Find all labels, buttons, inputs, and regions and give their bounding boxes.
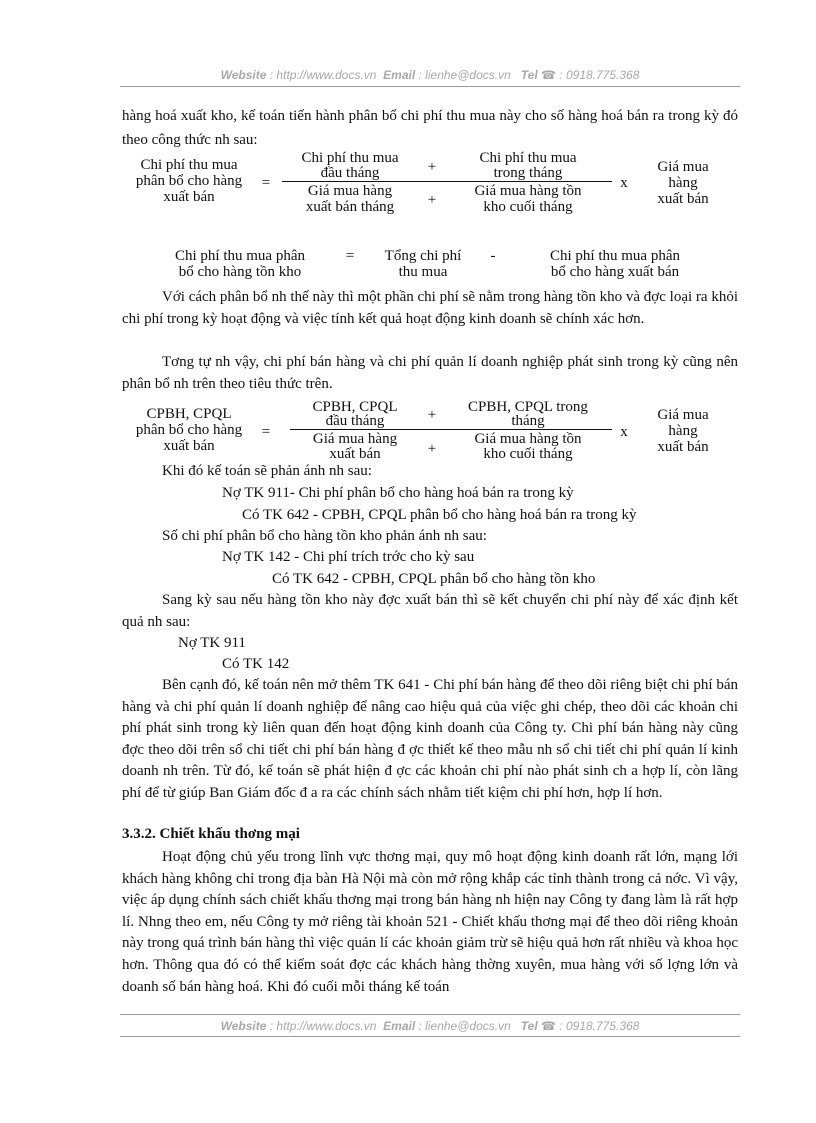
f3-lhs-line2: phân bổ cho hàng	[135, 422, 243, 438]
paragraph-2: Tơng tự nh vậy, chi phí bán hàng và chi phí quản lí doanh nghiệp phát sinh trong kỳ cũng nên phân bổ nh trên theo tiêu thức trên.	[122, 354, 738, 392]
email-value[interactable]: : lienhe@docs.vn	[418, 68, 511, 82]
f1-plus-bottom: +	[427, 192, 437, 208]
f1-den-a1: Giá mua hàng	[307, 183, 393, 199]
f1-lhs-line1: Chi phí thu mua	[140, 157, 238, 173]
email-label: Email	[383, 68, 416, 82]
entry-debit-911: Nợ TK 911- Chi phí phân bổ cho hàng hoá bán ra trong kỳ	[222, 485, 574, 501]
f3-plus-bottom: +	[427, 441, 437, 457]
f1-plus-top: +	[427, 159, 437, 175]
page-header	[120, 68, 740, 82]
f1-num-a1: Chi phí thu mua	[301, 150, 399, 166]
f1-rhs-line3: xuất bán	[657, 191, 709, 207]
tel-value: ☎ : 0918.775.368	[541, 68, 640, 82]
f3-plus-top: +	[427, 407, 437, 423]
footer-email-value[interactable]: : lienhe@docs.vn	[418, 1019, 511, 1033]
footer-tel-value: ☎ : 0918.775.368	[541, 1019, 640, 1033]
f3-lhs-line3: xuất bán	[163, 438, 215, 454]
f1-num-a2: đầu tháng	[320, 165, 380, 181]
f1-den-b2: kho cuối tháng	[483, 199, 573, 215]
footer-tel-label: Tel	[520, 1019, 538, 1033]
entry-credit-642: Có TK 642 - CPBH, CPQL phân bổ cho hàng hoá bán ra trong kỳ	[242, 507, 637, 523]
f2-c1: Chi phí thu mua phân	[550, 248, 680, 264]
footer-website-label: Website	[220, 1019, 267, 1033]
f3-lhs-line1: CPBH, CPQL	[146, 406, 232, 422]
paragraph-1: Với cách phân bổ nh thế này thì một phần chi phí sẽ nằm trong hàng tồn kho và đợc loại ra khỏi chi phí trong kỳ hoạt động và việc tính kết quả hoạt động kinh doanh sẽ chính xác hơn.	[122, 289, 738, 327]
website-url[interactable]: : http://www.docs.vn	[269, 68, 377, 82]
footer-email-label: Email	[383, 1019, 416, 1033]
f2-equals: =	[345, 248, 355, 264]
f3-num-a1: CPBH, CPQL	[312, 399, 398, 415]
entry-debit-142: Nợ TK 142 - Chi phí trích trớc cho kỳ sau	[222, 549, 475, 565]
f2-a1: Chi phí thu mua phân	[175, 248, 305, 264]
f2-c2: bổ cho hàng xuất bán	[550, 264, 680, 280]
f1-num-b2: trong tháng	[493, 165, 563, 181]
entry-credit-642-b: Có TK 642 - CPBH, CPQL phân bổ cho hàng tồn kho	[272, 571, 596, 587]
website-label: Website	[220, 68, 267, 82]
f2-a2: bổ cho hàng tồn kho	[178, 264, 302, 280]
entry-debit-911-b: Nợ TK 911	[178, 635, 246, 651]
f3-rhs-line1: Giá mua	[657, 407, 709, 423]
f1-lhs-line3: xuất bán	[163, 189, 215, 205]
f1-num-b1: Chi phí thu mua	[479, 150, 577, 166]
f3-num-b2: tháng	[511, 413, 545, 429]
f2-minus: -	[490, 248, 496, 264]
f3-rhs-line3: xuất bán	[657, 439, 709, 455]
f3-times: x	[620, 424, 628, 440]
f1-den-a2: xuất bán tháng	[305, 199, 395, 215]
f1-equals: =	[261, 175, 271, 191]
line-so-chi-phi: Số chi phí phân bổ cho hàng tồn kho phản ánh nh sau:	[162, 528, 487, 544]
f1-rhs-line1: Giá mua	[657, 159, 709, 175]
f2-b1: Tổng chi phí	[384, 248, 462, 264]
paragraph-4: Bên cạnh đó, kế toán nên mở thêm TK 641 - Chi phí bán hàng để theo dõi riêng biệt chi phí bán hàng và chi phí quản lí doanh nghiệp để nâng cao hiệu quả của việc ghi chép, theo dõi các khoản chi phí phát sinh trong kỳ liên quan đến hoạt động kinh doanh của Công ty. Chi phí bán hàng này cũng đợc theo dõi trên sổ chi tiết chi phí bán hàng đ ợc thiết kế theo mẫu nh sổ chi tiết chi phí quản lí kinh doanh nh trên. Từ đó, kế toán sẽ phát hiện đ ợc các khoản chi phí nào phát sinh ch a hợp lí, còn lãng phí để từ giúp Ban Giám đốc đ a ra các chính sách nhằm tiết kiệm chi phí hơn, hợp lí hơn.	[122, 677, 738, 801]
f2-b2: thu mua	[398, 264, 448, 280]
f3-den-a2: xuất bán	[329, 446, 381, 462]
f1-rhs-line2: hàng	[668, 175, 698, 191]
footer-rule-bottom	[120, 1036, 740, 1037]
f3-den-b1: Giá mua hàng tồn	[474, 431, 582, 447]
f1-den-b1: Giá mua hàng tồn	[474, 183, 582, 199]
f1-lhs-line2: phân bổ cho hàng	[135, 173, 243, 189]
tel-label: Tel	[520, 68, 538, 82]
footer-website-url[interactable]: : http://www.docs.vn	[269, 1019, 377, 1033]
header-rule	[120, 86, 740, 87]
entry-credit-142: Có TK 142	[222, 656, 290, 672]
f3-den-b2: kho cuối tháng	[483, 446, 573, 462]
page-footer	[120, 1019, 740, 1033]
f3-num-a2: đầu tháng	[325, 413, 385, 429]
f3-num-b1: CPBH, CPQL trong	[468, 399, 588, 415]
footer-rule	[120, 1014, 740, 1015]
f1-fraction-bar	[282, 181, 612, 182]
line-khi-do: Khi đó kế toán sẽ phản ánh nh sau:	[162, 463, 372, 479]
f3-equals: =	[261, 424, 271, 440]
section-heading: 3.3.2. Chiết khấu thơng mại	[122, 826, 300, 842]
f3-rhs-line2: hàng	[668, 423, 698, 439]
f3-den-a1: Giá mua hàng	[312, 431, 398, 447]
f1-times: x	[620, 175, 628, 191]
intro-paragraph: hàng hoá xuất kho, kế toán tiến hành phân bổ chi phí thu mua này cho số hàng hoá bán ra trong kỳ đó theo công thức nh sau:	[122, 108, 738, 148]
f3-fraction-bar	[290, 429, 612, 430]
paragraph-3: Sang kỳ sau nếu hàng tồn kho này đợc xuất bán thì sẽ kết chuyển chi phí này để xác định kết quả nh sau:	[122, 592, 738, 630]
paragraph-5: Hoạt động chủ yếu trong lĩnh vực thơng mại, quy mô hoạt động kinh doanh rất lớn, mạng lới khách hàng không chỉ trong địa bàn Hà Nội mà còn mở rộng khắp các tỉnh thành trong cả nớc. Vì vậy, việc áp dụng chính sách chiết khấu thơng mại trong bán hàng nh hiện nay Công ty đang làm là rất hợp lí. Nhng theo em, nếu Công ty mở riêng tài khoản 521 - Chiết khấu thơng mại để theo dõi riêng khoản này trong quá trình bán hàng thì việc quản lí các khoản giảm trừ sẽ hiệu quả hơn rất nhiều và khoa học hơn. Thông qua đó có thể kiểm soát đợc các khách hàng thờng xuyên, mua hàng với số lợng lớn và doanh số bán hàng hoá. Khi đó cuối mỗi tháng kế toán	[122, 849, 738, 995]
